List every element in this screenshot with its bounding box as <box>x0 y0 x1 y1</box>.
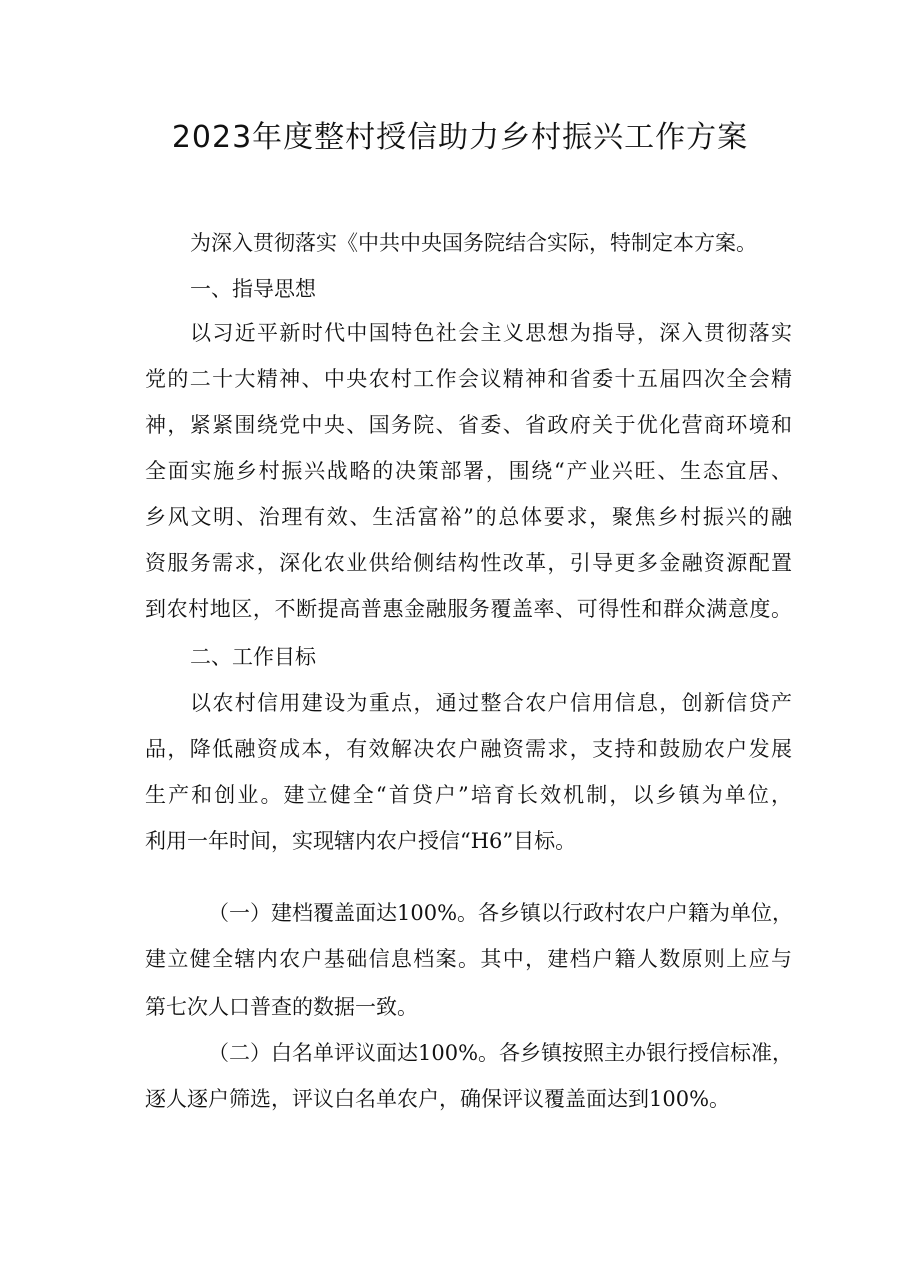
item1-line: 第七次人口普查的数据一致。 <box>145 995 418 1019</box>
item2-line: 逐人逐户筛选，评议白名单农户，确保评议覆盖面达到100%。 <box>145 1087 731 1111</box>
item2-line: （二）白名单评议面达100%。各乡镇按照主办银行授信标准， <box>208 1041 794 1065</box>
section2-line: 利用一年时间，实现辖内农户授信“H6”目标。 <box>145 829 577 853</box>
intro-paragraph: 为深入贯彻落实《中共中央国务院结合实际，特制定本方案。 <box>190 231 757 255</box>
section1-line: 全面实施乡村振兴战略的决策部署，围绕“产业兴旺、生态宜居、 <box>145 459 792 483</box>
section1-line: 乡风文明、治理有效、生活富裕”的总体要求，聚焦乡村振兴的融 <box>145 505 792 529</box>
section1-line: 资服务需求，深化农业供给侧结构性改革，引导更多金融资源配置 <box>145 551 792 575</box>
section2-line: 生产和创业。建立健全“首贷户”培育长效机制，以乡镇为单位， <box>145 783 792 807</box>
section1-line: 党的二十大精神、中央农村工作会议精神和省委十五届四次全会精 <box>145 367 792 391</box>
section2-line: 品，降低融资成本，有效解决农户融资需求，支持和鼓励农户发展 <box>145 737 792 761</box>
section2-line: 以农村信用建设为重点，通过整合农户信用信息，创新信贷产 <box>190 691 792 715</box>
section1-heading: 一、指导思想 <box>190 277 316 301</box>
section1-line: 神，紧紧围绕党中央、国务院、省委、省政府关于优化营商环境和 <box>145 413 792 437</box>
section1-line: 到农村地区，不断提高普惠金融服务覆盖率、可得性和群众满意度。 <box>145 597 792 621</box>
item1-line: 建立健全辖内农户基础信息档案。其中，建档户籍人数原则上应与 <box>145 947 792 971</box>
document-title: 2023年度整村授信助力乡村振兴工作方案 <box>171 120 749 155</box>
item1-line: （一）建档覆盖面达100%。各乡镇以行政村农户户籍为单位， <box>208 901 794 925</box>
section1-line: 以习近平新时代中国特色社会主义思想为指导，深入贯彻落实 <box>190 321 792 345</box>
section2-heading: 二、工作目标 <box>190 645 316 669</box>
